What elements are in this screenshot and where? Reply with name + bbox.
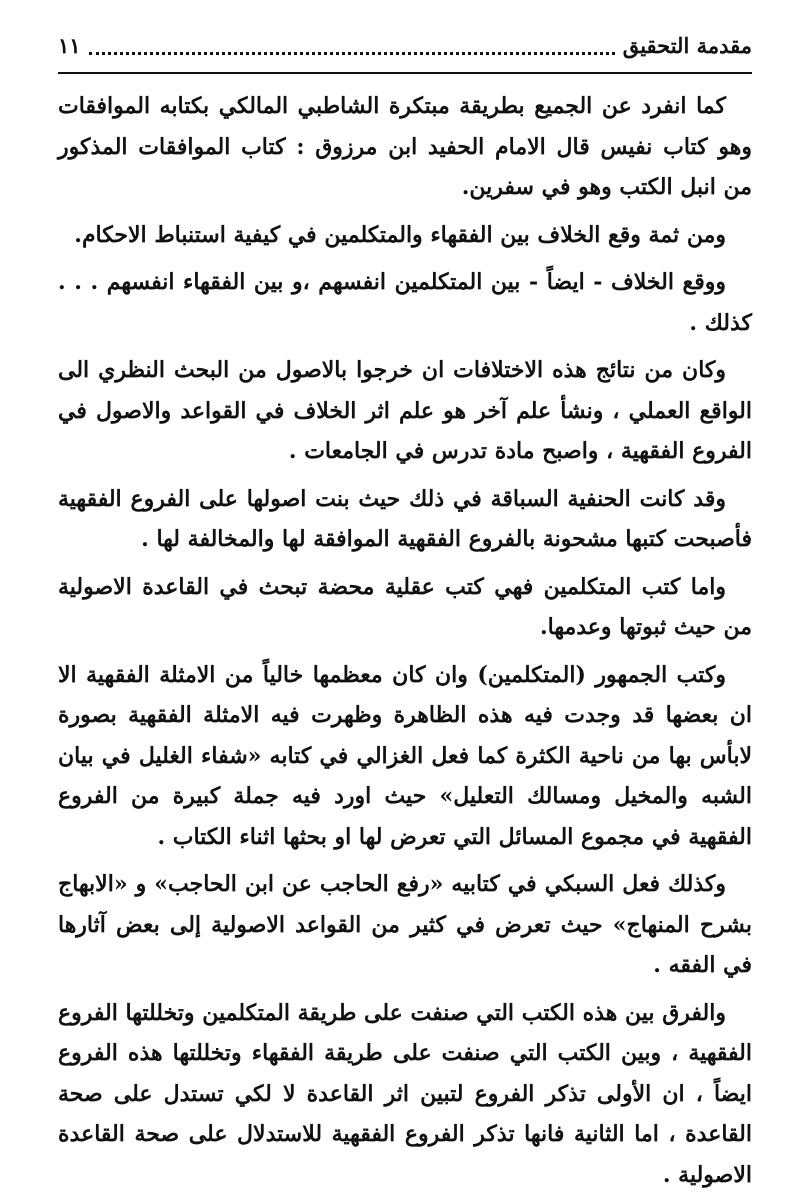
paragraph-hanafi: وقد كانت الحنفية السباقة في ذلك حيث بنت اصولها على الفروع الفقهية فأصبحت كتبها مشحونة بالفروع الفقهية الموافقة لها والمخالفة لها . <box>58 479 752 560</box>
paragraph-internal-disagreement: ووقع الخلاف - ايضاً - بين المتكلمين انفسهم ،و بين الفقهاء انفسهم . . . كذلك . <box>58 262 752 343</box>
running-header <box>58 30 752 62</box>
paragraph-shatibi: كما انفرد عن الجميع بطريقة مبتكرة الشاطبي المالكي بكتابه الموافقات وهو كتاب نفيس قال الامام الحفيد ابن مرزوق : كتاب الموافقات المذكور من انبل الكتب وهو في سفرين. <box>58 86 752 208</box>
chapter-title: مقدمة التحقيق <box>623 30 752 62</box>
header-rule <box>58 72 752 74</box>
paragraph-jumhur: وكتب الجمهور (المتكلمين) وان كان معظمها خالياً من الامثلة الفقهية الا ان بعضها قد وجدت فيه هذه الظاهرة وظهرت فيه الامثلة الفقهية بصورة لابأس بها من ناحية الكثرة كما فعل الغزالي في كتابه «شفاء الغليل في بيان الشبه والمخيل ومسالك التعليل» حيث اورد فيه جملة كبيرة من الفروع الفقهية في مجموع المسائل التي تعرض لها او بحثها اثناء الكتاب . <box>58 655 752 858</box>
paragraph-disagreement: ومن ثمة وقع الخلاف بين الفقهاء والمتكلمين في كيفية استنباط الاحكام. <box>58 215 752 256</box>
page-body <box>58 86 752 1195</box>
paragraph-difference: والفرق بين هذه الكتب التي صنفت على طريقة المتكلمين وتخللتها الفروع الفقهية ، وبين الكتب التي صنفت على طريقة الفقهاء وتخللتها هذه الفروع ايضاً ، ان الأولى تذكر الفروع لتبين اثر القاعدة لا لكي تستدل على صحة القاعدة ، اما الثانية فانها تذكر الفروع الفقهية للاستدلال على صحة القاعدة الاصولية . <box>58 993 752 1195</box>
dotted-leader <box>89 52 615 55</box>
paragraph-results: وكان من نتائج هذه الاختلافات ان خرجوا بالاصول من البحث النظري الى الواقع العملي ، ونشأ علم آخر هو علم اثر الخلاف في القواعد والاصول في الفروع الفقهية ، واصبح مادة تدرس في الجامعات . <box>58 350 752 472</box>
paragraph-mutakallimin: واما كتب المتكلمين فهي كتب عقلية محضة تبحث في القاعدة الاصولية من حيث ثبوتها وعدمها. <box>58 567 752 648</box>
page-number: ١١ <box>58 30 81 62</box>
paragraph-subki: وكذلك فعل السبكي في كتابيه «رفع الحاجب عن ابن الحاجب» و «الابهاج بشرح المنهاج» حيث تعرض في كثير من القواعد الاصولية إلى بعض آثارها في الفقه . <box>58 864 752 986</box>
